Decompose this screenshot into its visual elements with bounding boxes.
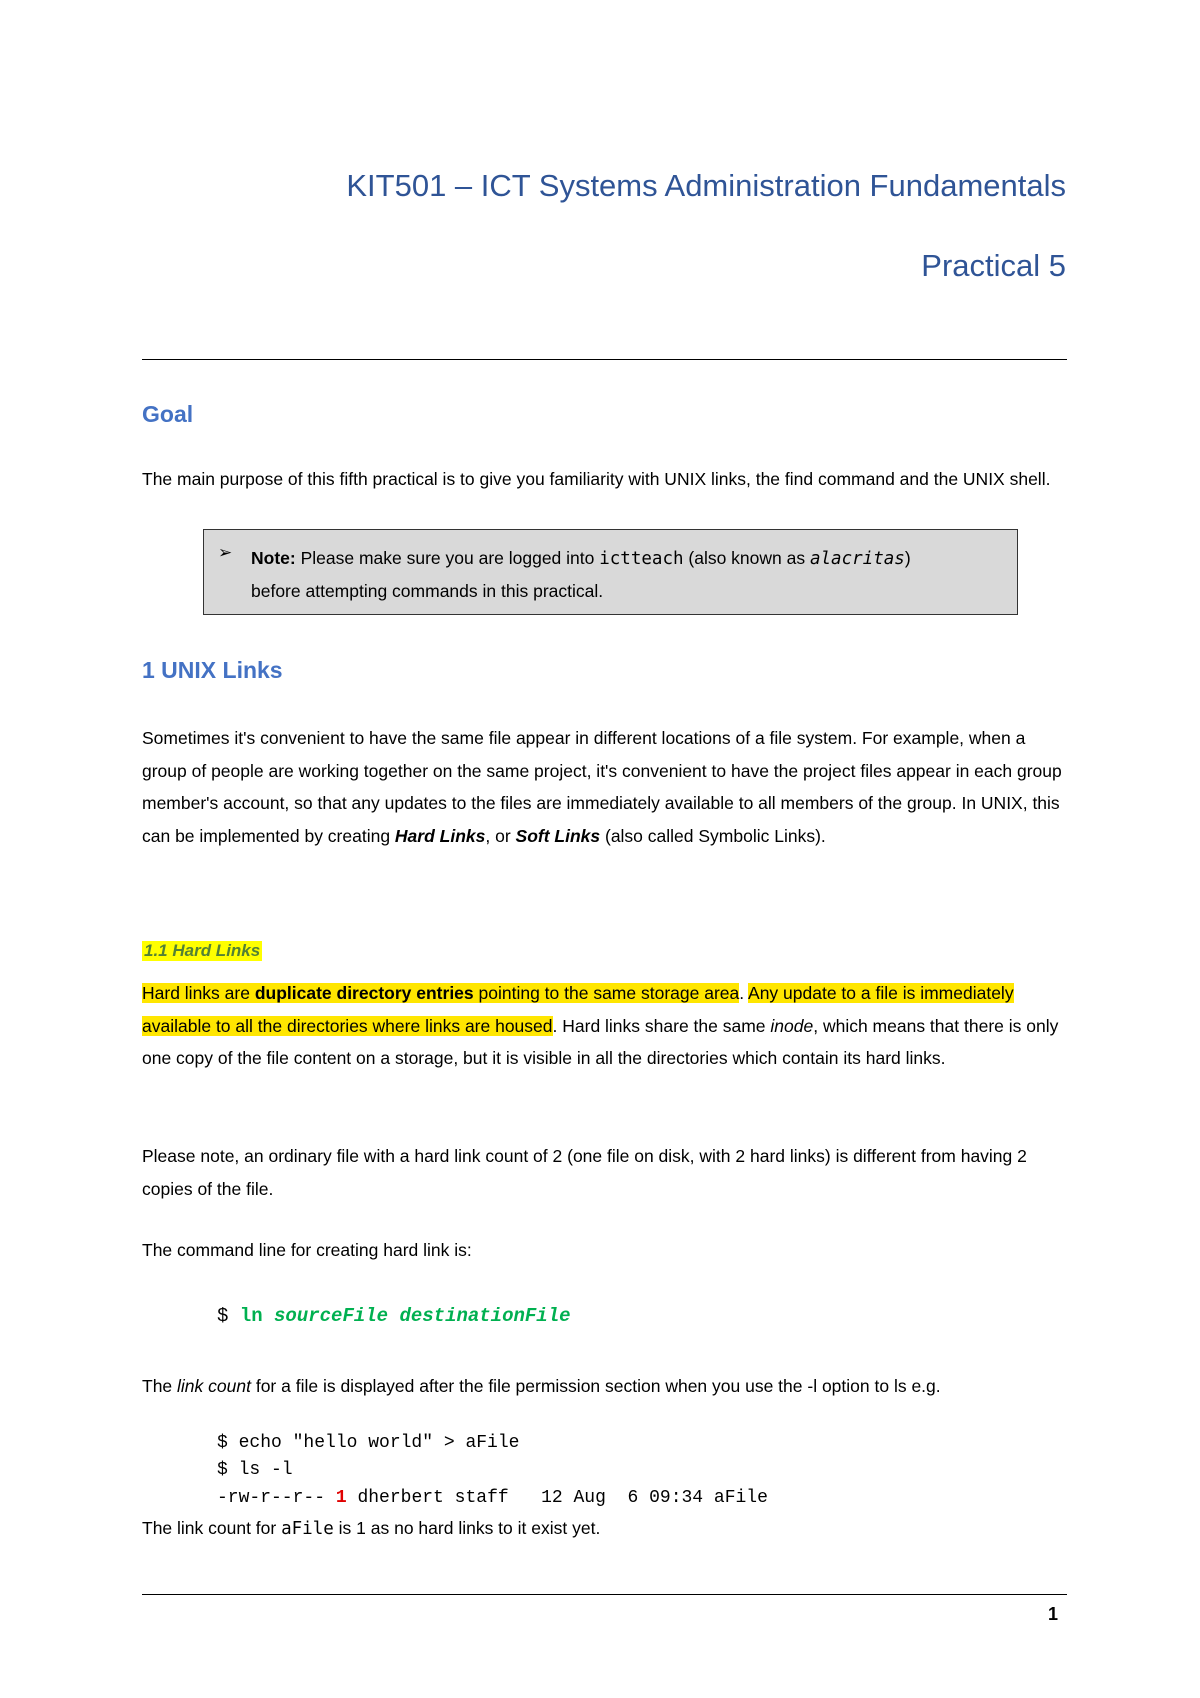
cmd-space (388, 1305, 399, 1327)
hl-duplicate-entries: duplicate directory entries (254, 983, 474, 1003)
code-line-echo: $ echo "hello world" > aFile (217, 1433, 520, 1453)
code-output-rest: dherbert staff 12 Aug 6 09:34 aFile (346, 1488, 768, 1508)
cmd-destination-arg: destinationFile (399, 1305, 571, 1327)
link-count-text-a: The (142, 1376, 178, 1396)
result-filename: aFile (281, 1519, 334, 1539)
note-host-alacritas: alacritas (809, 549, 905, 569)
document-title: KIT501 – ICT Systems Administration Fundamentals (346, 168, 1066, 203)
command-line-intro: The command line for creating hard link is: (142, 1240, 472, 1260)
hl-text-a: Hard links are (142, 983, 255, 1003)
code-line-output (217, 1488, 768, 1508)
unix-links-text-b: , or (485, 825, 516, 846)
arrow-bullet-icon: ➢ (218, 543, 233, 562)
section-unix-links-paragraph (142, 722, 1067, 852)
code-line-ls: $ ls -l (217, 1460, 293, 1480)
note-text (251, 542, 951, 607)
unix-links-text-a: Sometimes it's convenient to have the same file appear in different locations of a file system. For example, when a group of people are working together on the same project, it's convenient to have the project files appear in each group member's account, so that any updates to the files are immediately available to all members of the group. In UNIX, this can be implemented by creating (142, 728, 1062, 846)
link-count-paragraph (142, 1370, 1067, 1403)
note-text-part3: ) before attempting commands in this practical. (251, 548, 911, 601)
hard-links-term: Hard Links (394, 825, 486, 846)
section-unix-links-heading: 1 UNIX Links (142, 657, 283, 683)
hl-text-e: Any update to a file is immediately available to all the directories where links are housed (142, 983, 1014, 1036)
hard-links-heading: 1.1 Hard Links (144, 941, 261, 960)
note-host-ictteach: ictteach (599, 549, 684, 569)
goal-heading: Goal (142, 401, 194, 427)
ln-command-syntax (217, 1305, 571, 1327)
note-box (203, 529, 1018, 615)
hard-links-paragraph (142, 977, 1072, 1075)
hard-link-count-note: Please note, an ordinary file with a hard link count of 2 (one file on disk, with 2 hard links) is different from having 2 copies of the file. (142, 1146, 1027, 1199)
footer-divider (142, 1594, 1067, 1595)
soft-links-term: Soft Links (515, 825, 601, 846)
hl-text-d: . (739, 983, 749, 1003)
link-count-term: link count (177, 1376, 251, 1396)
result-text-b: is 1 as no hard links to it exist yet. (333, 1518, 601, 1538)
hl-text-g: , which means that there is only one copy of the file content on a storage, but it is visible in all the directories which contain its hard links. (142, 1015, 1059, 1068)
cmd-source-arg: sourceFile (274, 1305, 389, 1327)
note-label: Note: (251, 548, 296, 568)
hl-text-f: . Hard links share the same (552, 1015, 771, 1036)
unix-links-text-c: (also called Symbolic Links). (600, 825, 826, 846)
link-count-text-b: for a file is displayed after the file permission section when you use the -l option to ls e.g. (250, 1376, 941, 1396)
goal-paragraph: The main purpose of this fifth practical is to give you familiarity with UNIX links, the find command and the UNIX shell. (142, 469, 1051, 489)
note-text-part2: (also known as (683, 548, 810, 568)
cmd-name: ln (239, 1305, 275, 1327)
result-text-a: The link count for (142, 1518, 282, 1538)
link-count-result (142, 1518, 600, 1539)
inode-term: inode (770, 1015, 814, 1036)
code-output-perms: -rw-r--r-- (217, 1488, 336, 1508)
header-divider (142, 359, 1067, 360)
code-output-link-count: 1 (335, 1488, 347, 1508)
hl-text-c: pointing to the same storage area (473, 983, 740, 1003)
cmd-prompt: $ (217, 1305, 240, 1327)
document-subtitle: Practical 5 (921, 248, 1066, 283)
note-text-part1: Please make sure you are logged into (295, 548, 600, 568)
page-number: 1 (1048, 1604, 1059, 1624)
